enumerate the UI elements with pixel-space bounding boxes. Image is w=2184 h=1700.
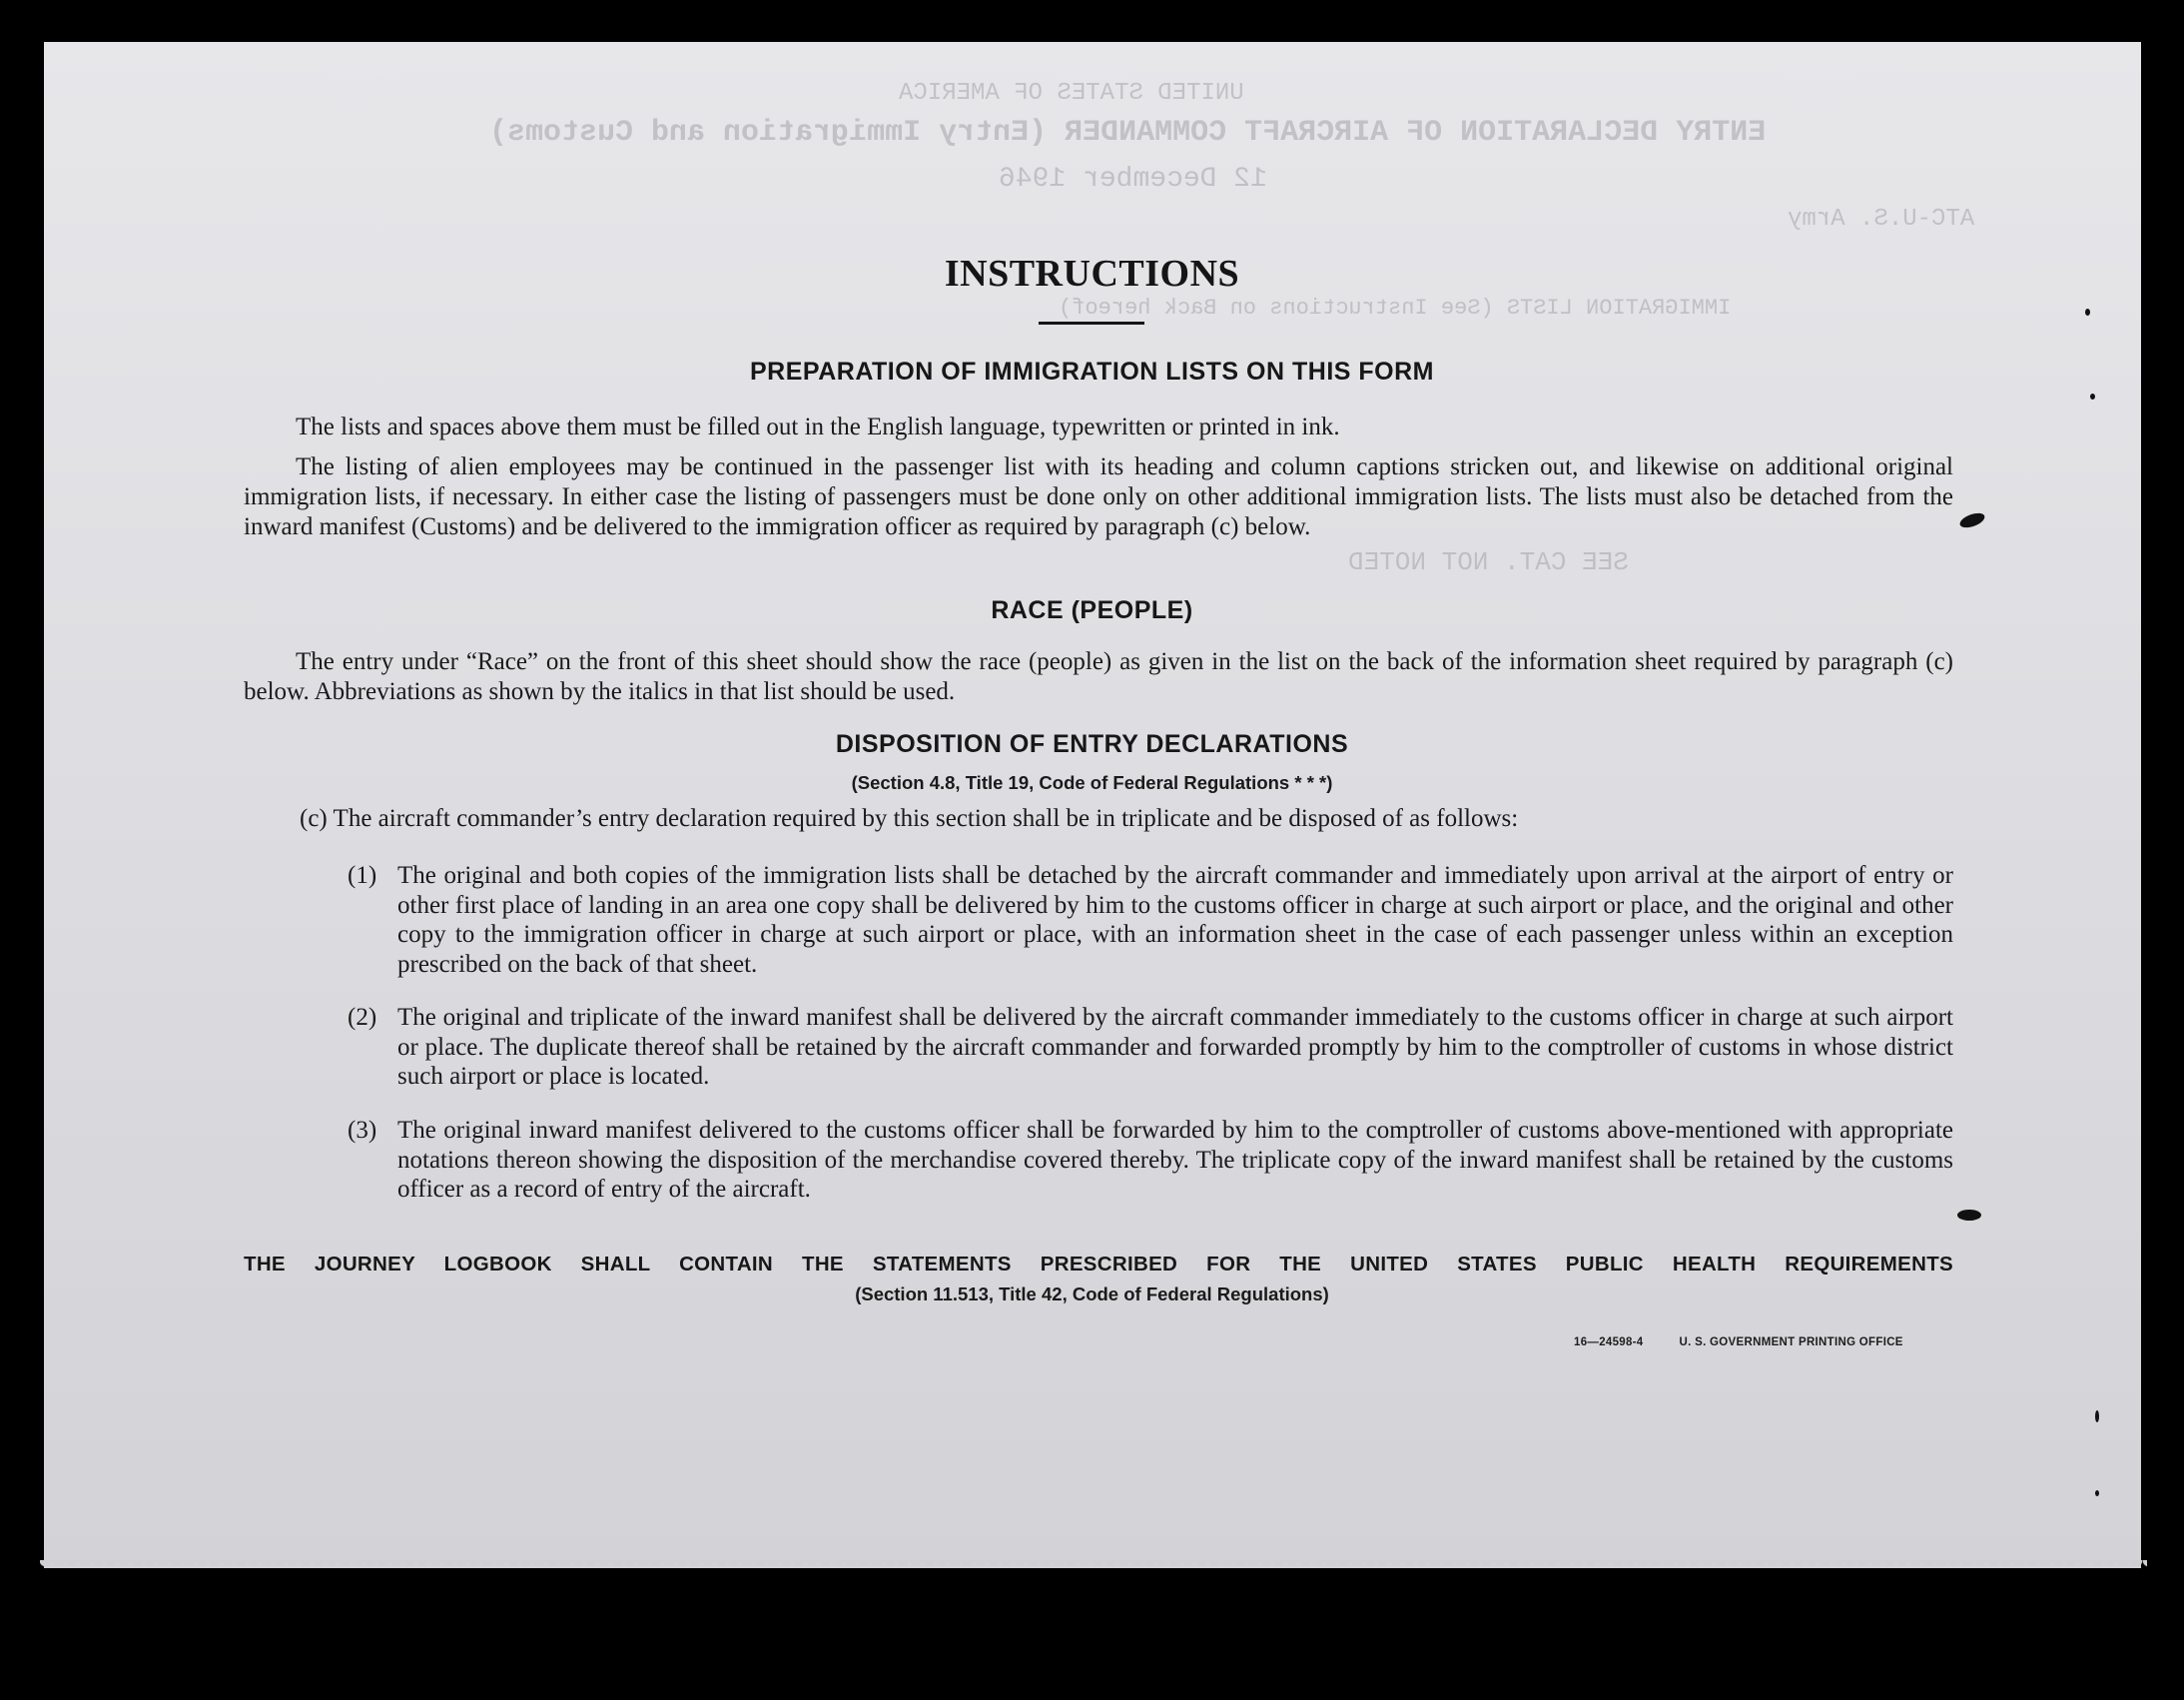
scan-speck (2085, 309, 2090, 316)
scan-speck (2095, 1410, 2099, 1422)
disposition-citation: (Section 4.8, Title 19, Code of Federal Regulations * * *) (851, 772, 1333, 793)
disposition-item-3 (348, 1116, 1953, 1205)
section-heading-race: RACE (PEOPLE) (991, 596, 1193, 624)
public-health-statement: THE JOURNEY LOGBOOK SHALL CONTAIN THE STATEMENTS PRESCRIBED FOR THE UNITED STATES PUBLIC HEALTH REQUIREMENTS (244, 1253, 1953, 1275)
preparation-paragraph-2: The listing of alien employees may be continued in the passenger list with its heading and column captions stricken out, and likewise on additional original immigration lists, if necessary. In either case the listing of passengers must be done only on other additional immigration lists. The lists must also be detached from the inward manifest (Customs) and be delivered to the immigration officer as required by paragraph (c) below. (244, 453, 1953, 540)
bleed-through-line: IMMIGRATION LISTS (See Instructions on Back hereof) (1059, 296, 1732, 321)
public-health-citation: (Section 11.513, Title 42, Code of Federal Regulations) (855, 1283, 1329, 1304)
disposition-item-2 (348, 1003, 1953, 1092)
disposition-lead: (c) The aircraft commander’s entry declaration required by this section shall be in triplicate and be disposed of as follows: (300, 805, 1519, 832)
item-number: (1) (348, 862, 377, 889)
scan-speck (1957, 1210, 1981, 1221)
section-heading-preparation: PREPARATION OF IMMIGRATION LISTS ON THIS FORM (750, 358, 1434, 386)
bleed-through-line: 12 December 1946 (999, 164, 1267, 195)
printer-name: U. S. GOVERNMENT PRINTING OFFICE (1679, 1336, 1903, 1348)
scan-speck (2095, 1490, 2099, 1496)
printer-imprint (1574, 1336, 1903, 1348)
race-paragraph: The entry under “Race” on the front of this sheet should show the race (people) as given in the list on the back of the information sheet required by paragraph (c) below. Abbreviations as shown by the italics in that list should be used. (244, 648, 1953, 705)
scan-speck (2090, 394, 2095, 400)
item-number: (3) (348, 1117, 377, 1144)
preparation-paragraph-1: The lists and spaces above them must be filled out in the English language, typewritten or printed in ink. (296, 414, 1340, 440)
page-title: INSTRUCTIONS (944, 253, 1240, 295)
disposition-item-1 (348, 861, 1953, 979)
item-number: (2) (348, 1004, 377, 1031)
title-underline (1039, 322, 1144, 325)
bleed-through-line: SEE CAT. NOT NOTED (1348, 547, 1629, 577)
form-number: 16—24598-4 (1574, 1336, 1644, 1348)
item-text: The original and both copies of the immigration lists shall be detached by the aircraft commander and immediately upon arrival at the airport of entry or other first place of landing in an area one copy shall be delivered by him to the customs officer in charge at such airport or place, and the original and other copy to the immigration officer in charge at such airport or place, with an information sheet in the case of each passenger unless within an exception prescribed on the back of that sheet. (397, 862, 1953, 978)
bleed-through-line: ATC-U.S. Army (1788, 206, 1975, 233)
bleed-through-line: ENTRY DECLARATION OF AIRCRAFT COMMANDER (Entry Immigration and Customs) (489, 116, 1767, 150)
bleed-through-line: UNITED STATES OF AMERICA (899, 80, 1244, 107)
item-text: The original and triplicate of the inward manifest shall be delivered by the aircraft commander immediately to the customs officer in charge at such airport or place. The duplicate thereof shall be retained by the aircraft commander and forwarded promptly by him to the comptroller of customs in whose district such airport or place is located. (397, 1004, 1953, 1090)
section-heading-disposition: DISPOSITION OF ENTRY DECLARATIONS (835, 730, 1349, 758)
item-text: The original inward manifest delivered to the customs officer shall be forwarded by him to the comptroller of customs above-mentioned with appropriate notations thereon showing the disposition of the merchandise covered thereby. The triplicate copy of the inward manifest shall be retained by the customs officer as a record of entry of the aircraft. (397, 1117, 1953, 1203)
scan-speck (1958, 510, 1987, 530)
